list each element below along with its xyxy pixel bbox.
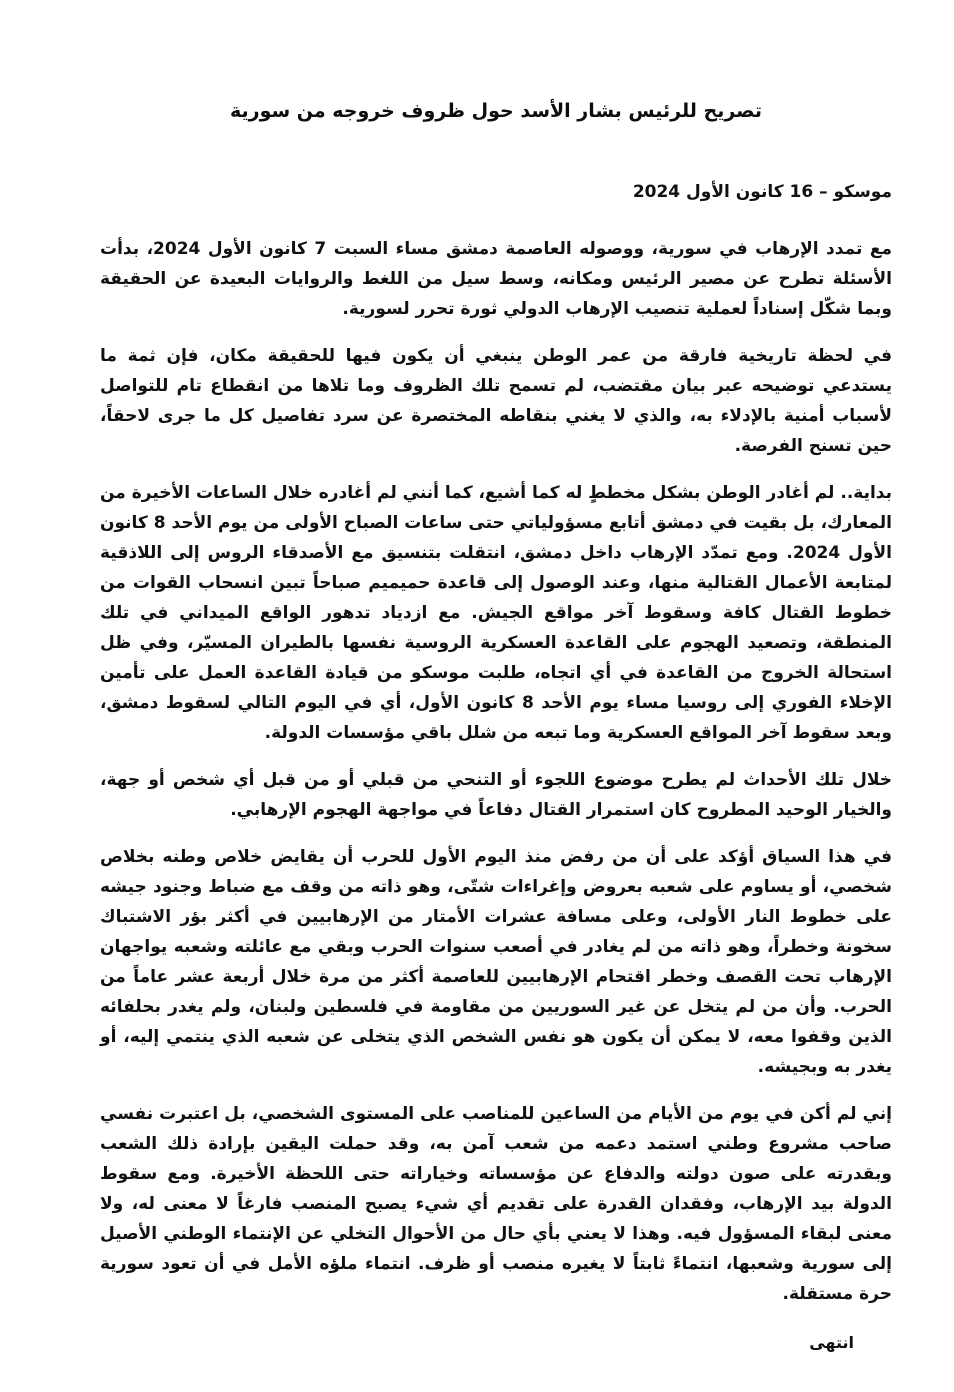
closing-word: انتهى bbox=[809, 1333, 854, 1352]
paragraph-context: في لحظة تاريخية فارقة من عمر الوطن ينبغي أن يكون فيها للحقيقة مكان، فإن ثمة ما يستدعي توضيحه عبر بيان مقتضب، لم تسمح تلك الظروف وما تلاها من انقطاع تام للتواصل لأسباب أمنية بالإدلاء به، والذي لا يغني بنقاطه المختصرة عن سرد تفاصيل كل ما جرى لاحقاً، حين تسنح الفرصة. bbox=[100, 346, 892, 456]
paragraph-belonging: إني لم أكن في يوم من الأيام من الساعين للمناصب على المستوى الشخصي، بل اعتبرت نفسي صاحب مشروع وطني استمد دعمه من شعب آمن به، وقد حملت اليقين بإرادة ذلك الشعب وبقدرته على صون دولته والدفاع عن مؤسساته وخياراته حتى اللحظة الأخيرة. ومع سقوط الدولة بيد الإرهاب، وفقدان القدرة على تقديم أي شيء يصبح المنصب فارغاً لا معنى له، ولا معنى لبقاء المسؤول فيه. وهذا لا يعني بأي حال من الأحوال التخلي عن الإنتماء الوطني الأصيل إلى سورية وشعبها، انتماءً ثابتاً لا يغيره منصب أو ظرف. انتماء ملؤه الأمل في أن تعود سورية حرة مستقلة. bbox=[100, 1104, 892, 1304]
dateline: موسكو – 16 كانون الأول 2024 bbox=[632, 182, 892, 202]
paragraph-personal-defense: في هذا السياق أؤكد على أن من رفض منذ اليوم الأول للحرب أن يقايض خلاص وطنه بخلاص شخصي، أو يساوم على شعبه بعروض وإغراءات شتّى، وهو ذاته من وقف مع ضباط وجنود جيشه على خطوط النار الأولى، وعلى مسافة عشرات الأمتار من الإرهابيين في أكثر بؤر الاشتباك سخونة وخطراً، وهو ذاته من لم يغادر في أصعب سنوات الحرب وبقي مع عائلته وشعبه يواجهان الإرهاب تحت القصف وخطر اقتحام الإرهابيين للعاصمة أكثر من مرة خلال أربعة عشر عاماً من الحرب. وأن من لم يتخل عن غير السوريين من مقاومة في فلسطين ولبنان، ولم يغدر بحلفائه الذين وقفوا معه، لا يمكن أن يكون هو نفس الشخص الذي يتخلى عن شعبه الذي ينتمي إليه، أو يغدر به وبجيشه. bbox=[100, 847, 892, 1077]
paragraph-intro: مع تمدد الإرهاب في سورية، ووصوله العاصمة دمشق مساء السبت 7 كانون الأول 2024، بدأت الأسئلة تطرح عن مصير الرئيس ومكانه، وسط سيل من اللغط والروايات البعيدة عن الحقيقة وبما شكّل إسناداً لعملية تنصيب الإرهاب الدولي ثورة تحرر لسورية. bbox=[100, 239, 892, 319]
document-title: تصريح للرئيس بشار الأسد حول ظروف خروجه من سورية bbox=[229, 100, 763, 122]
paragraph-departure-account: بداية.. لم أغادر الوطن بشكل مخططٍ له كما أشيع، كما أنني لم أغادره خلال الساعات الأخيرة من المعارك، بل بقيت في دمشق أتابع مسؤولياتي حتى ساعات الصباح الأولى من يوم الأحد 8 كانون الأول 2024. ومع تمدّد الإرهاب داخل دمشق، انتقلت بتنسيق مع الأصدقاء الروس إلى اللاذقية لمتابعة الأعمال القتالية منها، وعند الوصول إلى قاعدة حميميم صباحاً تبين انسحاب القوات من خطوط القتال كافة وسقوط آخر مواقع الجيش. مع ازدياد تدهور الواقع الميداني في تلك المنطقة، وتصعيد الهجوم على القاعدة العسكرية الروسية نفسها بالطيران المسيّر، وفي ظل استحالة الخروج من القاعدة في أي اتجاه، طلبت موسكو من قيادة القاعدة العمل على تأمين الإخلاء الفوري إلى روسيا مساء يوم الأحد 8 كانون الأول، أي في اليوم التالي لسقوط دمشق، وبعد سقوط آخر المواقع العسكرية وما تبعه من شلل باقي مؤسسات الدولة. bbox=[100, 483, 892, 743]
paragraph-no-resignation: خلال تلك الأحداث لم يطرح موضوع اللجوء أو التنحي من قبلي أو من قبل أي شخص أو جهة، والخيار الوحيد المطروح كان استمرار القتال دفاعاً في مواجهة الهجوم الإرهابي. bbox=[100, 770, 892, 820]
